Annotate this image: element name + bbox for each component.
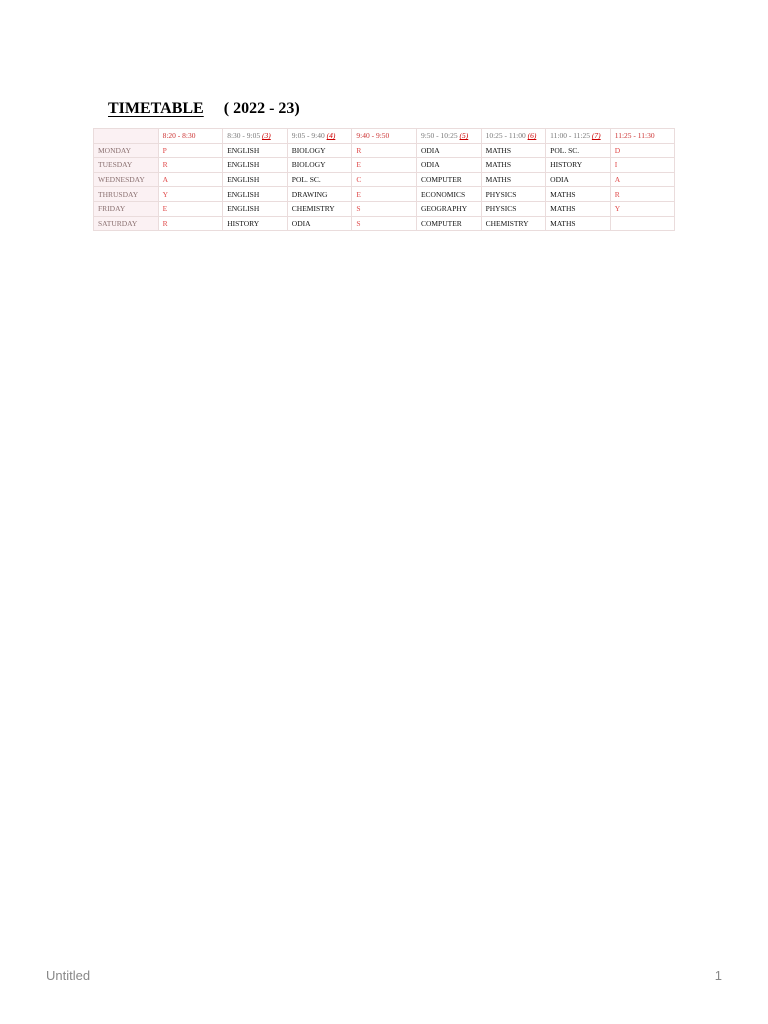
table-cell: MATHS — [481, 143, 546, 158]
period-number: (7) — [591, 131, 601, 141]
period-number: (3) — [261, 131, 271, 141]
table-cell: C — [352, 172, 417, 187]
table-cell: R — [158, 158, 223, 173]
table-cell: CHEMISTRY — [481, 216, 546, 231]
header-cell: 8:20 - 8:30 — [158, 129, 223, 144]
table-cell: PHYSICS — [481, 201, 546, 216]
table-cell: PHYSICS — [481, 187, 546, 202]
table-cell: Y — [610, 201, 675, 216]
table-row — [94, 201, 675, 216]
header-cell: 9:50 - 10:25 (5) — [416, 129, 481, 144]
period-number: (6) — [527, 131, 537, 141]
header-cell: 9:05 - 9:40 (4) — [287, 129, 352, 144]
period-number: (5) — [459, 131, 469, 141]
table-cell: POL. SC. — [546, 143, 611, 158]
day-cell: FRIDAY — [94, 201, 159, 216]
table-cell: ODIA — [416, 158, 481, 173]
table-row — [94, 158, 675, 173]
header-cell: 8:30 - 9:05 (3) — [223, 129, 288, 144]
document-title — [108, 100, 300, 122]
day-cell: WEDNESDAY — [94, 172, 159, 187]
corner-cell — [94, 129, 159, 144]
day-cell: MONDAY — [94, 143, 159, 158]
table-cell: ENGLISH — [223, 143, 288, 158]
table-cell: COMPUTER — [416, 216, 481, 231]
table-cell: I — [610, 158, 675, 173]
header-row — [94, 129, 675, 144]
day-cell: THRUSDAY — [94, 187, 159, 202]
table-cell: BIOLOGY — [287, 158, 352, 173]
table-cell: COMPUTER — [416, 172, 481, 187]
table-cell: HISTORY — [546, 158, 611, 173]
header-cell: 9:40 - 9:50 — [352, 129, 417, 144]
table-cell: R — [158, 216, 223, 231]
table-cell: S — [352, 216, 417, 231]
table-cell: ENGLISH — [223, 201, 288, 216]
table-row — [94, 187, 675, 202]
table-cell: R — [610, 187, 675, 202]
table-cell: ECONOMICS — [416, 187, 481, 202]
header-cell: 11:25 - 11:30 — [610, 129, 675, 144]
table-cell: E — [352, 158, 417, 173]
table-cell: MATHS — [546, 201, 611, 216]
table-row — [94, 143, 675, 158]
table-row — [94, 216, 675, 231]
table-cell: D — [610, 143, 675, 158]
header-cell: 10:25 - 11:00 (6) — [481, 129, 546, 144]
title-year: ( 2022 - 23) — [223, 100, 300, 117]
table-cell: E — [158, 201, 223, 216]
table-cell: A — [610, 172, 675, 187]
table-cell: R — [352, 143, 417, 158]
table-cell: POL. SC. — [287, 172, 352, 187]
period-number: (4) — [326, 131, 336, 141]
footer-document-name: Untitled — [46, 968, 91, 983]
table-cell: A — [158, 172, 223, 187]
table-cell: MATHS — [481, 172, 546, 187]
table-cell: MATHS — [546, 187, 611, 202]
day-cell: TUESDAY — [94, 158, 159, 173]
table-cell: BIOLOGY — [287, 143, 352, 158]
table-cell: CHEMISTRY — [287, 201, 352, 216]
table-cell: Y — [158, 187, 223, 202]
header-cell: 11:00 - 11:25 (7) — [546, 129, 611, 144]
table-cell: P — [158, 143, 223, 158]
title-main: TIMETABLE — [108, 100, 204, 117]
table-cell: DRAWING — [287, 187, 352, 202]
table-cell: ODIA — [546, 172, 611, 187]
table-cell: E — [352, 187, 417, 202]
timetable — [93, 128, 675, 231]
table-row — [94, 172, 675, 187]
table-cell: ENGLISH — [223, 158, 288, 173]
table-cell — [610, 216, 675, 231]
table-cell: S — [352, 201, 417, 216]
table-cell: ENGLISH — [223, 172, 288, 187]
table-cell: ENGLISH — [223, 187, 288, 202]
day-cell: SATURDAY — [94, 216, 159, 231]
table-cell: HISTORY — [223, 216, 288, 231]
table-cell: ODIA — [416, 143, 481, 158]
table-cell: MATHS — [481, 158, 546, 173]
footer-page-number: 1 — [714, 968, 722, 983]
table-cell: ODIA — [287, 216, 352, 231]
table-cell: MATHS — [546, 216, 611, 231]
table-cell: GEOGRAPHY — [416, 201, 481, 216]
